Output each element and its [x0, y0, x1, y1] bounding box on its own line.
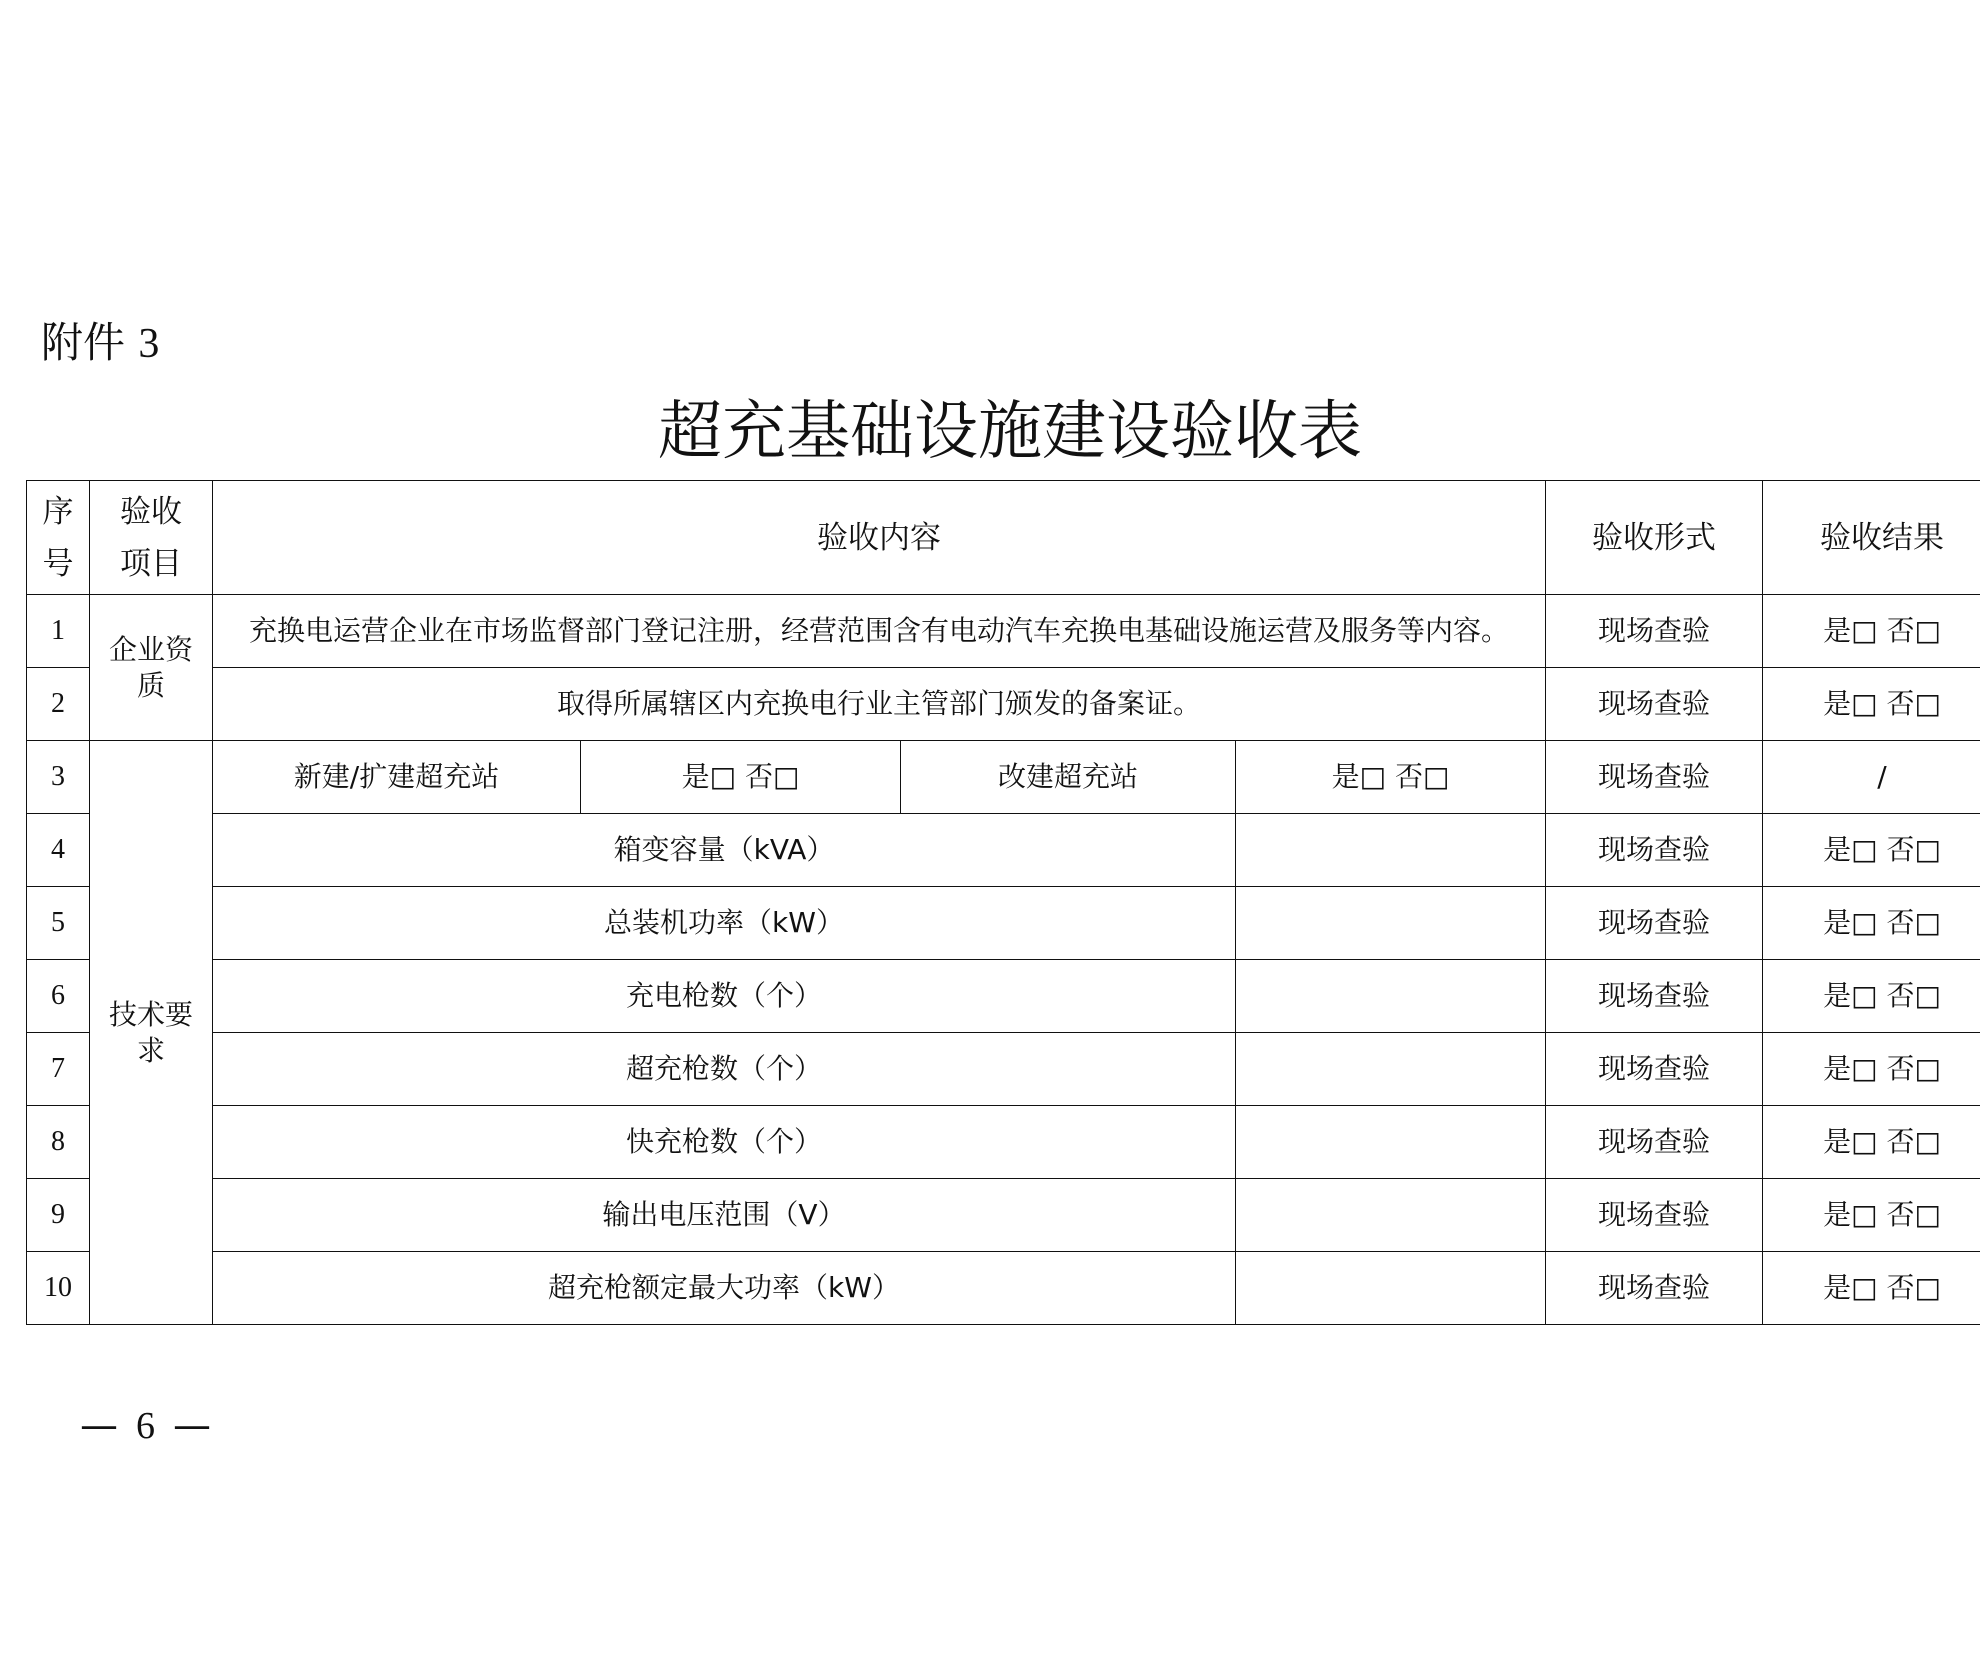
row-result[interactable]: 是□ 否□ — [1763, 1106, 1980, 1179]
row-method: 现场查验 — [1546, 1033, 1763, 1106]
row-number: 10 — [27, 1252, 90, 1325]
table-row — [27, 1033, 1980, 1106]
row-value-field[interactable] — [1236, 814, 1546, 887]
header-result: 验收结果 — [1763, 481, 1980, 595]
row-number: 1 — [27, 595, 90, 668]
new-station-choice[interactable]: 是□ 否□ — [581, 741, 901, 814]
row-content: 总装机功率（kW） — [213, 887, 1236, 960]
table-row — [27, 668, 1980, 741]
row-result[interactable]: 是□ 否□ — [1763, 595, 1980, 668]
row-value-field[interactable] — [1236, 887, 1546, 960]
row-content: 超充枪数（个） — [213, 1033, 1236, 1106]
row-number: 3 — [27, 741, 90, 814]
row-method: 现场查验 — [1546, 960, 1763, 1033]
header-item-line1: 验收 — [120, 493, 182, 530]
row-content: 箱变容量（kVA） — [213, 814, 1236, 887]
table-row — [27, 887, 1980, 960]
row-number: 4 — [27, 814, 90, 887]
row-method: 现场查验 — [1546, 1252, 1763, 1325]
row-result[interactable]: 是□ 否□ — [1763, 814, 1980, 887]
rebuild-station-label: 改建超充站 — [901, 741, 1236, 814]
acceptance-table — [26, 480, 1980, 1325]
row-value-field[interactable] — [1236, 1179, 1546, 1252]
row-method: 现场查验 — [1546, 741, 1763, 814]
category-technical-line2: 求 — [136, 1033, 165, 1067]
table-row — [27, 1179, 1980, 1252]
page-footer — [80, 1401, 211, 1450]
category-enterprise-line1: 企业资 — [108, 632, 193, 666]
row-method: 现场查验 — [1546, 814, 1763, 887]
row-value-field[interactable] — [1236, 1106, 1546, 1179]
row-number: 8 — [27, 1106, 90, 1179]
row-result[interactable]: 是□ 否□ — [1763, 1179, 1980, 1252]
document-title: 超充基础设施建设验收表 — [658, 395, 1362, 469]
header-seq-line2: 号 — [42, 545, 74, 582]
row-result[interactable]: 是□ 否□ — [1763, 1252, 1980, 1325]
row-content: 输出电压范围（V） — [213, 1179, 1236, 1252]
row-value-field[interactable] — [1236, 1252, 1546, 1325]
attachment-number: 3 — [138, 321, 160, 367]
row-value-field[interactable] — [1236, 960, 1546, 1033]
row-number: 9 — [27, 1179, 90, 1252]
page-number: 6 — [136, 1405, 155, 1447]
footer-dash-left: — — [80, 1403, 118, 1447]
row-number: 7 — [27, 1033, 90, 1106]
row-number: 2 — [27, 668, 90, 741]
table-row — [27, 814, 1980, 887]
header-item-line2: 项目 — [120, 545, 182, 582]
header-content: 验收内容 — [213, 481, 1546, 595]
table-row — [27, 1106, 1980, 1179]
row-result: / — [1763, 741, 1980, 814]
row-method: 现场查验 — [1546, 668, 1763, 741]
rebuild-station-choice[interactable]: 是□ 否□ — [1236, 741, 1546, 814]
header-seq — [27, 481, 90, 595]
row-result[interactable]: 是□ 否□ — [1763, 960, 1980, 1033]
header-seq-line1: 序 — [42, 493, 74, 530]
row-method: 现场查验 — [1546, 1179, 1763, 1252]
row-number: 6 — [27, 960, 90, 1033]
table-row — [27, 595, 1980, 668]
row-method: 现场查验 — [1546, 887, 1763, 960]
table-row — [27, 960, 1980, 1033]
category-technical-line1: 技术要 — [108, 997, 193, 1031]
footer-dash-right: — — [173, 1403, 211, 1447]
row-content: 取得所属辖区内充换电行业主管部门颁发的备案证。 — [213, 668, 1546, 741]
row-content: 充电枪数（个） — [213, 960, 1236, 1033]
category-enterprise-line2: 质 — [136, 668, 165, 702]
row-content: 超充枪额定最大功率（kW） — [213, 1252, 1236, 1325]
row-result[interactable]: 是□ 否□ — [1763, 668, 1980, 741]
row-method: 现场查验 — [1546, 595, 1763, 668]
attachment-label — [41, 316, 159, 371]
new-station-label: 新建/扩建超充站 — [213, 741, 581, 814]
table-row — [27, 1252, 1980, 1325]
row-method: 现场查验 — [1546, 1106, 1763, 1179]
attachment-prefix: 附件 — [41, 318, 126, 367]
table-row — [27, 741, 1980, 814]
row-content: 快充枪数（个） — [213, 1106, 1236, 1179]
table-header-row — [27, 481, 1980, 595]
row-number: 5 — [27, 887, 90, 960]
header-method: 验收形式 — [1546, 481, 1763, 595]
row-result[interactable]: 是□ 否□ — [1763, 1033, 1980, 1106]
row-content: 充换电运营企业在市场监督部门登记注册，经营范围含有电动汽车充换电基础设施运营及服务等内容。 — [213, 595, 1546, 668]
header-item — [90, 481, 213, 595]
category-enterprise — [90, 595, 213, 741]
category-technical — [90, 741, 213, 1325]
row-result[interactable]: 是□ 否□ — [1763, 887, 1980, 960]
row-value-field[interactable] — [1236, 1033, 1546, 1106]
